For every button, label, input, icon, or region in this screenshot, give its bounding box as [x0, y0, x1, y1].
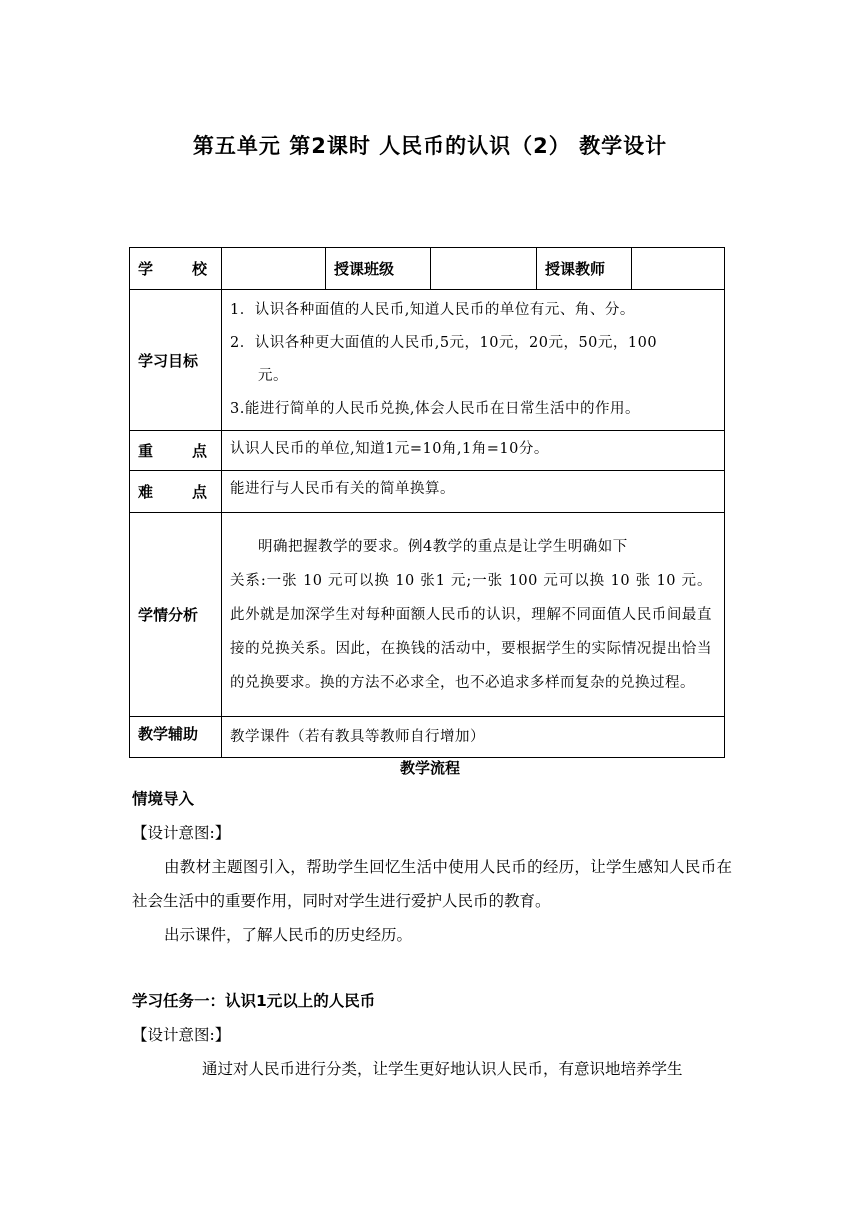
section1-para1: 由教材主题图引入，帮助学生回忆生活中使用人民币的经历，让学生感知人民币在社会生活中的重要作用，同时对学生进行爱护人民币的教育。: [132, 858, 732, 910]
section1-heading: 情境导入: [132, 790, 195, 808]
table-row: [130, 471, 725, 513]
school-label: 学 校: [138, 260, 207, 278]
difficulty-label: 难 点: [138, 483, 207, 501]
school-label-cell: [130, 248, 222, 290]
section2-heading: 学习任务一：认识1元以上的人民币: [132, 992, 376, 1010]
goals-label: 学习目标: [130, 290, 222, 431]
goal-item-3: 3.能进行简单的人民币兑换,体会人民币在日常生活中的作用。: [230, 401, 640, 417]
table-row: [130, 513, 725, 717]
analysis-label: 学情分析: [130, 513, 222, 717]
table-row: [130, 431, 725, 471]
section2-intent: 【设计意图:】: [132, 1026, 231, 1044]
goal-item-1: 1．认识各种面值的人民币,知道人民币的单位有元、角、分。: [230, 302, 635, 318]
aid-label: 教学辅助: [130, 717, 222, 758]
lesson-info-table: [129, 247, 725, 758]
key-value: 认识人民币的单位,知道1元=10角,1角=10分。: [222, 431, 725, 471]
aid-value: 教学课件（若有教具等教师自行增加）: [222, 717, 725, 758]
page-title: 第五单元 第2课时 人民币的认识（2） 教学设计: [192, 134, 668, 158]
table-row: [130, 290, 725, 431]
goals-cell: [222, 290, 725, 431]
section1-para2: 出示课件，了解人民币的历史经历。: [164, 926, 413, 944]
school-value: [222, 248, 326, 290]
teacher-value: [632, 248, 725, 290]
difficulty-label-cell: [130, 471, 222, 513]
flow-title: 教学流程: [399, 759, 460, 777]
goal-item-2-cont: 元。: [258, 368, 288, 384]
teacher-label: 授课教师: [537, 248, 632, 290]
analysis-first-line: 明确把握教学的要求。例4教学的重点是让学生明确如下: [258, 538, 628, 555]
analysis-rest: 关系:一张 10 元可以换 10 张1 元;一张 100 元可以换 10 张 10 元。此外就是加深学生对每种面额人民币的认识，理解不同面值人民币间最直接的兑换关系。因此，在换钱的活动中，要根据学生的实际情况提出恰当的兑换要求。换的方法不必求全，也不必追求多样而复杂的兑换过程。: [230, 572, 712, 691]
section1-intent: 【设计意图:】: [132, 824, 231, 842]
goal-item-2: 2．认识各种更大面值的人民币,5元，10元，20元，50元，100: [230, 335, 658, 351]
key-label: 重 点: [138, 442, 207, 460]
section2-para1: 通过对人民币进行分类，让学生更好地认识人民币，有意识地培养学生: [202, 1060, 683, 1078]
class-value: [431, 248, 537, 290]
key-label-cell: [130, 431, 222, 471]
difficulty-value: 能进行与人民币有关的简单换算。: [222, 471, 725, 513]
section-situation: [132, 782, 732, 952]
class-label: 授课班级: [326, 248, 431, 290]
section-task1: [132, 984, 732, 1086]
table-row: [130, 717, 725, 758]
table-row: [130, 248, 725, 290]
analysis-cell: [222, 513, 725, 717]
